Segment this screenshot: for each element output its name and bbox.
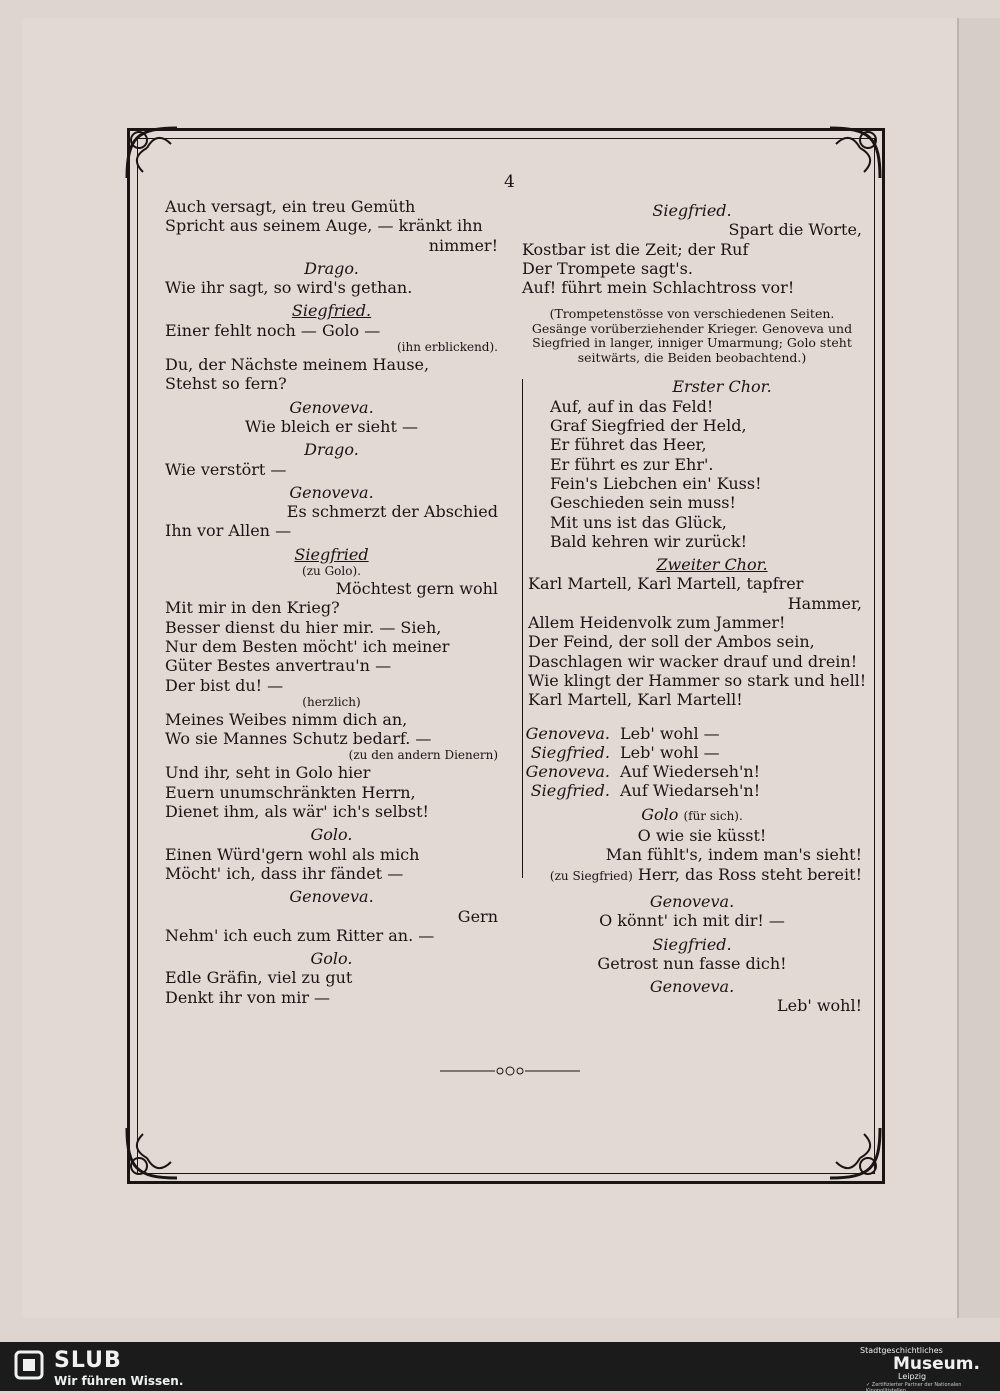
chorus-line: Auf, auf in das Feld! — [550, 396, 714, 416]
ornamental-divider-icon — [440, 1065, 580, 1077]
speaker-name: Siegfried — [294, 544, 369, 564]
verse-line: Edle Gräfin, viel zu gut — [165, 968, 353, 988]
corner-ornament-icon — [117, 1118, 187, 1188]
speaker-name: Drago. — [304, 440, 359, 460]
verse-line: Einen Würd'gern wohl als mich — [165, 844, 420, 864]
chorus-line: Hammer, — [787, 593, 862, 613]
farewell-row — [522, 724, 862, 743]
golo-line-3-row — [522, 865, 862, 886]
verse-line: Auf! führt mein Schlachtross vor! — [522, 278, 795, 298]
slub-name: SLUB — [54, 1348, 122, 1373]
chorus-line: Karl Martell, Karl Martell! — [528, 690, 743, 710]
verse-line: Es schmerzt der Abschied — [286, 502, 498, 522]
speaker-name: Golo. — [310, 825, 353, 845]
page-number: 4 — [504, 172, 515, 192]
chorus-2-name: Zweiter Chor. — [656, 555, 768, 575]
next-page-edge — [957, 18, 1000, 1318]
right-column — [522, 197, 867, 1016]
farewell-row — [522, 762, 862, 781]
speaker-name: Genoveva. — [525, 762, 610, 782]
farewell-block — [522, 724, 862, 886]
verse-line: Der Trompete sagt's. — [522, 258, 693, 278]
stage-note: (zu Golo). — [302, 564, 361, 579]
verse-line: Leb' wohl — — [620, 723, 720, 743]
chorus-line: Mit uns ist das Glück, — [550, 512, 727, 532]
farewell-row — [522, 743, 862, 762]
verse-line: Wie bleich er sieht — — [245, 416, 418, 436]
left-column — [165, 197, 498, 1007]
slub-tagline: Wir führen Wissen. — [54, 1374, 184, 1388]
verse-line: O könnt' ich mit dir! — — [599, 911, 785, 931]
verse-line: Euern unumschränkten Herrn, — [165, 782, 416, 802]
chorus-line: Fein's Liebchen ein' Kuss! — [550, 473, 762, 493]
verse-line: Nehm' ich euch zum Ritter an. — — [165, 925, 435, 945]
verse-line: Denkt ihr von mir — — [165, 987, 331, 1007]
corner-ornament-icon — [820, 1118, 890, 1188]
speaker-name: Genoveva. — [649, 891, 735, 911]
chorus-line: Graf Siegfried der Held, — [550, 416, 747, 436]
verse-line: Kostbar ist die Zeit; der Ruf — [522, 239, 749, 259]
speaker-name: Genoveva. — [289, 397, 374, 417]
stage-note: (herzlich) — [302, 694, 361, 709]
chorus-bracket — [522, 379, 523, 727]
verse-line: Wo sie Mannes Schutz bedarf. — — [165, 729, 432, 749]
stage-direction: (Trompetenstösse von verschiedenen Seiten. Gesänge vorüberziehender Krieger. Genoveva und Siegfried in langer, inniger Umarmung; Golo steht seitwärts, die Beiden beobachtend.) — [531, 306, 853, 365]
verse-line: Auf Wiederseh'n! — [620, 762, 761, 782]
chorus-line: Allem Heidenvolk zum Jammer! — [528, 613, 786, 633]
verse-line: Spricht aus seinem Auge, — kränkt ihn — [165, 216, 483, 236]
chorus-line: Bald kehren wir zurück! — [550, 531, 748, 551]
chorus-line: Geschieden sein muss! — [550, 493, 736, 513]
verse-line: Einer fehlt noch — Golo — — [165, 320, 381, 340]
speaker-name: Siegfried. — [291, 301, 372, 321]
chorus-line: Der Feind, der soll der Ambos sein, — [528, 632, 815, 652]
verse-line: Auch versagt, ein treu Gemüth — [165, 197, 416, 216]
farewell-lines — [522, 724, 862, 801]
chorus-line: Er führet das Heer, — [550, 435, 707, 455]
verse-line: Ihn vor Allen — — [165, 521, 292, 541]
chorus-block — [522, 377, 867, 710]
chorus-line: Karl Martell, Karl Martell, tapfrer — [528, 574, 804, 594]
verse-line: nimmer! — [428, 235, 498, 255]
chorus-line: Er führt es zur Ehr'. — [550, 454, 714, 474]
museum-city: Leipzig — [898, 1372, 927, 1381]
verse-line: Auf Wiedarseh'n! — [620, 781, 761, 801]
golo-line-3: Herr, das Ross steht bereit! — [637, 864, 862, 884]
museum-cert: ✓ Zertifizierter Partner der Nationalen Kinopolitistellen — [866, 1382, 962, 1394]
verse-line: Möchtest gern wohl — [335, 579, 498, 599]
verse-line: Stehst so fern? — [165, 374, 287, 394]
speaker-name: Genoveva. — [289, 887, 374, 907]
slub-logo-icon — [14, 1350, 44, 1380]
stage-note: (zu den andern Dienern) — [348, 748, 498, 763]
speaker-name: Siegfried. — [530, 742, 610, 762]
golo-line-2: Man fühlt's, indem man's sieht! — [605, 845, 862, 865]
corner-ornament-icon — [820, 118, 890, 188]
speaker-name: Siegfried. — [652, 934, 732, 954]
golo-stage-2: (zu Siegfried) — [549, 868, 633, 883]
golo-name: Golo — [641, 804, 679, 824]
farewell-row — [522, 781, 862, 800]
golo-aside-header — [522, 805, 862, 826]
verse-line: Güter Bestes anvertrau'n — — [165, 656, 392, 676]
speaker-name: Siegfried. — [652, 201, 732, 220]
verse-line: Leb' wohl! — [777, 996, 862, 1016]
museum-subtitle: Stadtgeschichtliches — [860, 1346, 943, 1355]
footer-bar — [0, 1342, 1000, 1394]
chorus-1-name: Erster Chor. — [672, 377, 772, 397]
chorus-1-lines — [522, 397, 862, 551]
museum-name: Museum. — [893, 1354, 980, 1374]
verse-line: Leb' wohl — — [620, 742, 720, 762]
golo-stage: (für sich). — [683, 808, 743, 823]
chorus-line: Wie klingt der Hammer so stark und hell! — [528, 670, 867, 690]
verse-line: Mit mir in den Krieg? — [165, 598, 340, 618]
verse-line: Getrost nun fasse dich! — [597, 953, 787, 973]
verse-line: Der bist du! — — [165, 675, 284, 695]
speaker-name: Genoveva. — [289, 482, 374, 502]
verse-line: Meines Weibes nimm dich an, — [165, 709, 408, 729]
speaker-name: Drago. — [304, 258, 359, 278]
stage-note: (ihn erblickend). — [397, 340, 498, 355]
verse-line: Wie ihr sagt, so wird's gethan. — [165, 278, 413, 298]
speaker-name: Siegfried. — [530, 781, 610, 801]
ending-section — [522, 892, 862, 1016]
verse-line: Wie verstört — — [165, 459, 287, 479]
right-top-section — [522, 201, 862, 297]
verse-line: Du, der Nächste meinem Hause, — [165, 355, 430, 375]
verse-line: Und ihr, seht in Golo hier — [165, 763, 371, 783]
chorus-2-lines — [522, 574, 867, 710]
speaker-name: Genoveva. — [649, 977, 735, 997]
verse-line: Dienet ihm, als wär' ich's selbst! — [165, 802, 429, 822]
verse-line: Gern — [457, 906, 498, 926]
verse-line: Besser dienst du hier mir. — Sieh, — [165, 617, 442, 637]
verse-line: Möcht' ich, dass ihr fändet — — [165, 863, 404, 883]
verse-line: Nur dem Besten möcht' ich meiner — [165, 636, 450, 656]
chorus-line: Daschlagen wir wacker drauf und drein! — [528, 651, 858, 671]
verse-line: Spart die Worte, — [728, 220, 862, 240]
corner-ornament-icon — [117, 118, 187, 188]
golo-line-1: O wie sie küsst! — [637, 826, 767, 846]
speaker-name: Genoveva. — [525, 723, 610, 743]
speaker-name: Golo. — [310, 949, 353, 969]
farewell-bracket — [522, 726, 523, 878]
